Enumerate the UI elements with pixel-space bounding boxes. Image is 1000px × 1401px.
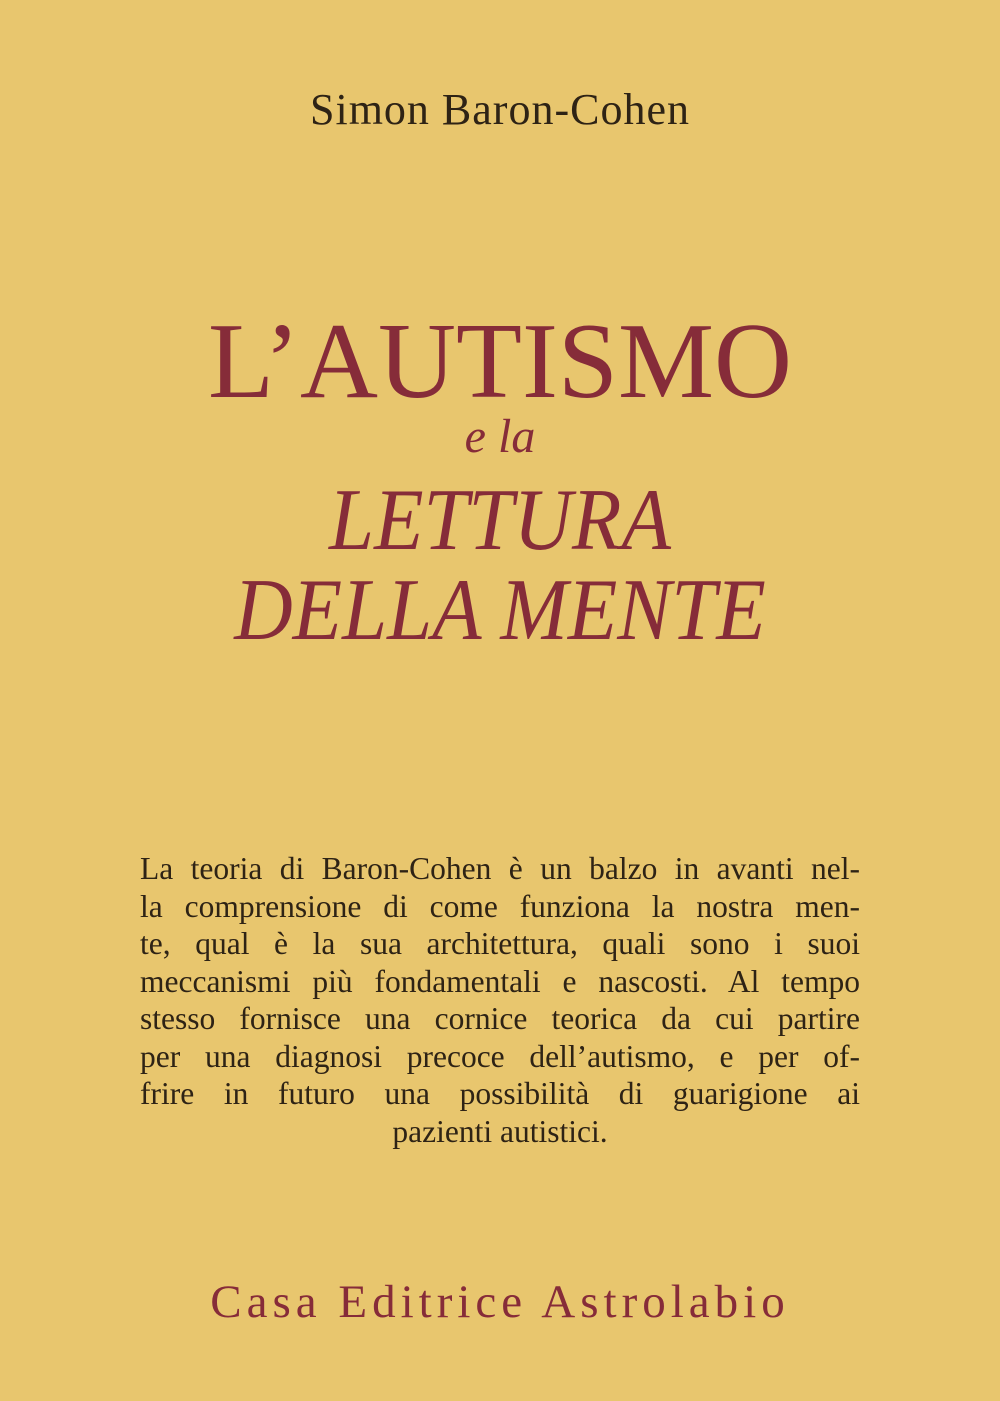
back-cover-blurb [140, 850, 860, 1150]
title-connector: e la [464, 410, 536, 463]
blurb-line: pazienti autistici. [392, 1113, 608, 1149]
publisher-name: Casa Editrice Astrolabio [210, 1276, 790, 1328]
blurb-line: frire in futuro una possibilità di guarigione ai [140, 1076, 860, 1111]
blurb-line: La teoria di Baron-Cohen è un balzo in avanti nel- [140, 851, 860, 886]
author-name: Simon Baron-Cohen [310, 85, 690, 134]
book-title: L’AUTISMO [207, 302, 793, 421]
book-subtitle [40, 472, 960, 659]
blurb-line: la comprensione di come funziona la nostra men- [140, 888, 860, 924]
blurb-line: te, qual è la sua architettura, quali sono i suoi [140, 926, 860, 961]
blurb-line: per una diagnosi precoce dell’autismo, e per of- [140, 1038, 860, 1074]
subtitle-line-2: DELLA MENTE [234, 562, 766, 659]
blurb-line: stesso fornisce una cornice teorica da cui partire [140, 1001, 860, 1036]
subtitle-line-1: LETTURA [329, 472, 671, 569]
blurb-line: meccanismi più fondamentali e nascosti. Al tempo [140, 963, 860, 999]
